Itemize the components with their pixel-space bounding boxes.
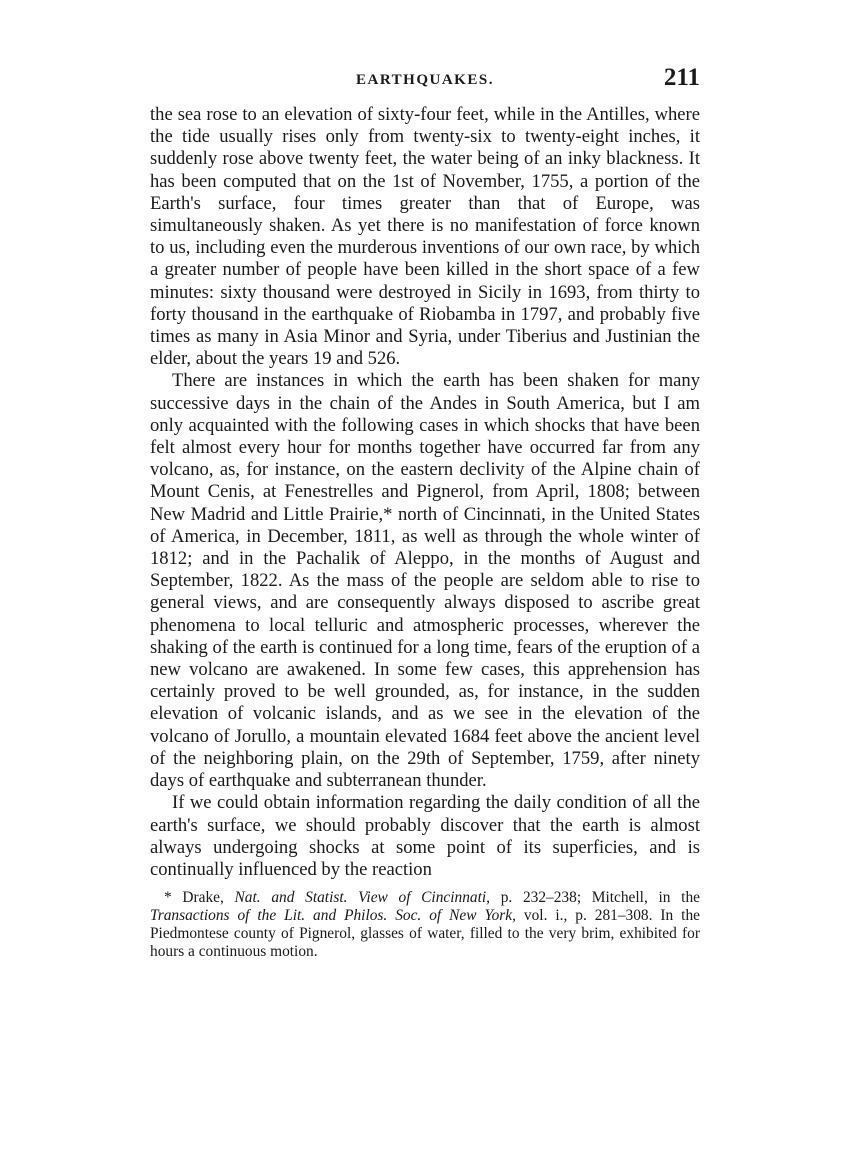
footnote-text-2: p. 232–238; Mitchell, in the [490,889,700,907]
paragraph-continuation: the sea rose to an elevation of sixty-four feet, while in the Antilles, where the tide usually rises only from twenty-six to twenty-eight inches, it suddenly rose above twenty feet, the water being of an inky blackness. It has been computed that on the 1st of November, 1755, a portion of the Earth's surface, four times greater than that of Europe, was simultaneously shaken. As yet there is no manifestation of force known to us, including even the murderous inventions of our own race, by which a greater number of people have been killed in the short space of a few minutes: sixty thousand were destroyed in Sicily in 1693, from thirty to forty thousand in the earthquake of Riobamba in 1797, and probably five times as many in Asia Minor and Syria, under Tiberius and Justinian the elder, about the years 19 and 526. [150,104,700,370]
footnote-citation-2: Transactions of the Lit. and Philos. Soc. of New York, [150,907,516,925]
paragraph-successive-shocks: There are instances in which the earth has been shaken for many successive days in the chain of the Andes in South America, but I am only acquainted with the following cases in which shocks that have been felt almost every hour for months together have occurred far from any volcano, as, for instance, on the eastern declivity of the Alpine chain of Mount Cenis, at Fenestrelles and Pignerol, from April, 1808; between New Madrid and Little Prairie,* north of Cincinnati, in the United States of America, in December, 1811, as well as through the whole winter of 1812; and in the Pachalik of Aleppo, in the months of August and September, 1822. As the mass of the people are seldom able to rise to general views, and are consequently always disposed to ascribe great phenomena to local telluric and atmospheric processes, wherever the shaking of the earth is continued for a long time, fears of the eruption of a new volcano are awakened. In some few cases, this apprehension has certainly proved to be well grounded, as, for instance, in the sudden elevation of volcanic islands, and as we see in the elevation of the volcano of Jorullo, a mountain elevated 1684 feet above the ancient level of the neighboring plain, on the 29th of September, 1759, after ninety days of earthquake and subterranean thunder. [150,370,700,792]
running-head [150,60,700,100]
footnote-text-3: vol. i., p. 281–308. In the Piedmontese county of Pignerol, glasses of water, filled to the very brim, exhibited for hours a continuous motion. [150,907,700,961]
body-text [150,104,700,881]
running-title: EARTHQUAKES. [356,72,494,88]
book-page [150,60,700,961]
footnotes [150,889,700,961]
page-number: 211 [663,64,700,91]
footnote-1 [150,889,700,961]
footnote-citation-1: Nat. and Statist. View of Cincinnati, [234,889,490,907]
footnote-text-1: * Drake, [164,889,235,907]
paragraph-daily-condition: If we could obtain information regarding the daily condition of all the earth's surface, we should probably discover that the earth is almost always undergoing shocks at some point of its superficies, and is continually influenced by the reaction [150,792,700,880]
